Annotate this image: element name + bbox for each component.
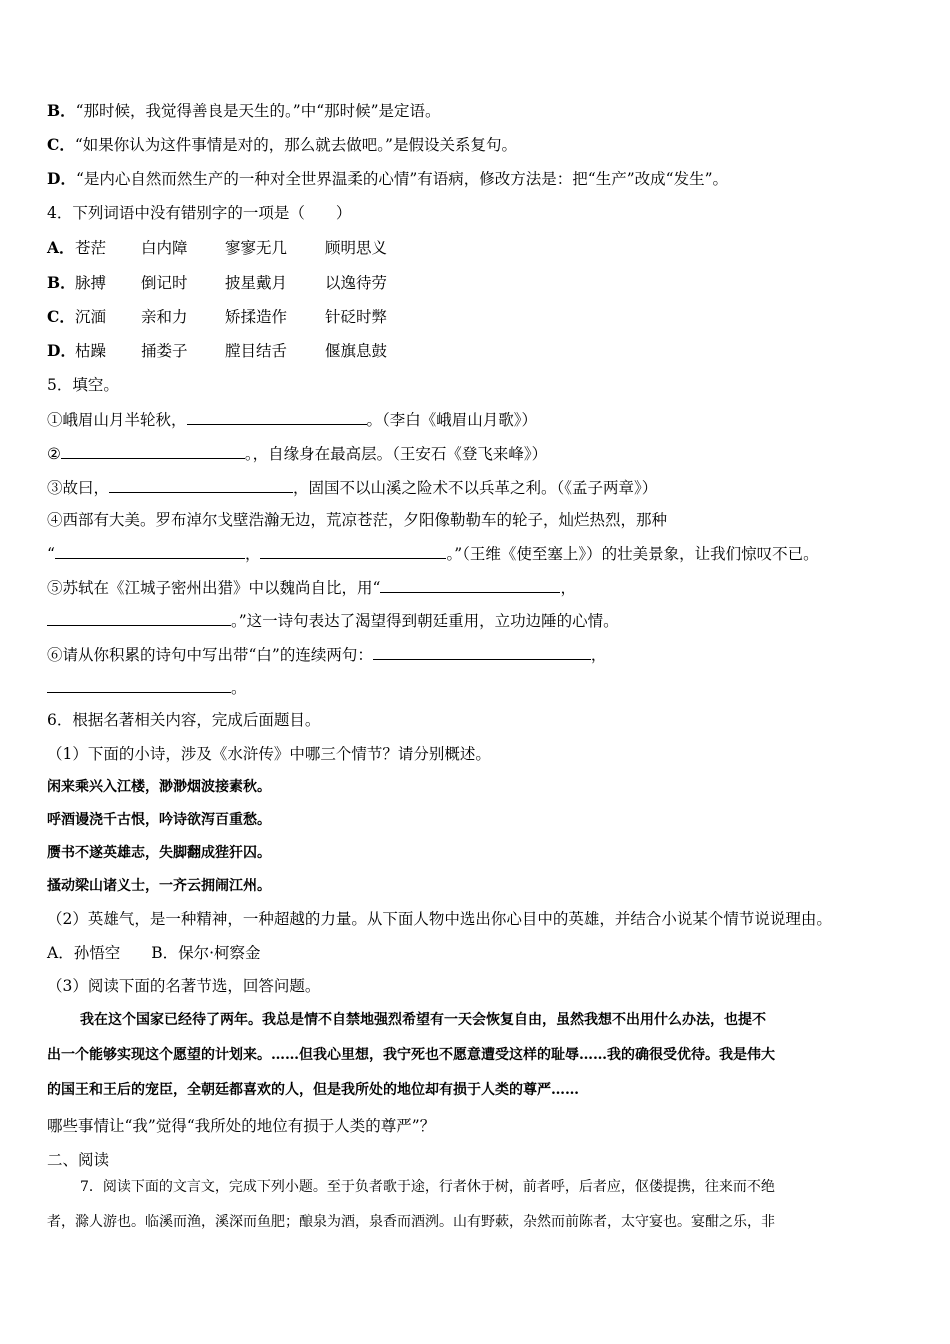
answer-blank[interactable] [61,443,245,459]
q5-item-2: ② 。，自缘身在最高层。（王安石《登飞来峰》） [47,445,548,463]
answer-blank[interactable] [373,644,591,660]
q4-option-b: B．脉搏 倒记时 披星戴月 以逸待劳 [47,273,388,292]
q6-stem: 6．根据名著相关内容，完成后面题目。 [47,711,321,729]
q4-option-a: A．苍茫 白内障 寥寥无几 顾明思义 [47,238,388,257]
q4-stem: 4．下列词语中没有错别字的一项是（ ） [47,204,352,222]
answer-blank[interactable] [380,577,560,593]
poem-line-2: 呼酒谩浇千古恨，吟诗欲泻百重愁。 [47,812,271,828]
answer-blank[interactable] [47,610,231,626]
q6-question: 哪些事情让“我”觉得“我所处的地位有损于人类的尊严”？ [47,1117,436,1135]
q5-item-6-cont: 。 [47,677,247,698]
excerpt-line-3: 的国王和王后的宠臣，全朝廷都喜欢的人，但是我所处的地位却有损于人类的尊严…… [47,1082,579,1098]
excerpt-line-2: 出一个能够实现这个愿望的计划来。……但我心里想，我宁死也不愿意遭受这样的耻辱……我的确很受优待。我是伟大 [47,1047,775,1063]
q5-item-5-cont: 。”这一诗句表达了渴望得到朝廷重用，立功边陲的心情。 [47,610,619,631]
poem-line-3: 赝书不遂英雄志，失脚翻成狴犴囚。 [47,845,271,861]
q5-stem: 5．填空。 [47,376,119,394]
q5-item-1: ①峨眉山月半轮秋， 。（李白《峨眉山月歌》） [47,411,538,429]
excerpt-line-1: 我在这个国家已经待了两年。我总是情不自禁地强烈希望有一天会恢复自由，虽然我想不出用什么办法，也提不 [80,1012,766,1028]
answer-blank[interactable] [260,543,446,559]
q4-option-c: C．沉湎 亲和力 矫揉造作 针砭时弊 [47,307,388,326]
poem-line-4: 搔动梁山诸义士，一齐云拥闹江州。 [47,878,271,894]
q5-item-3: ③故曰， ，固国不以山溪之险术不以兵革之利。（《孟子两章》） [47,479,658,497]
poem-line-1: 闲来乘兴入江楼，渺渺烟波接素秋。 [47,779,271,795]
q3-option-b: B．“那时候，我觉得善良是天生的。”中“那时候”是定语。 [47,101,441,120]
q5-item-4-fill: “ ， 。”（王维《使至塞上》）的壮美景象，让我们惊叹不已。 [47,545,819,563]
q5-item-4-intro: ④西部有大美。罗布淖尔戈壁浩瀚无边，荒凉苍茫，夕阳像勒勒车的轮子，灿烂热烈，那种 [47,511,668,529]
q6-part-2: （2）英雄气，是一种精神，一种超越的力量。从下面人物中选出你心目中的英雄，并结合小说某个情节说说理由。 [47,910,832,928]
q5-item-5: ⑤苏轼在《江城子密州出猎》中以魏尚自比，用“ ， [47,579,576,597]
q5-item-6: ⑥请从你积累的诗句中写出带“白”的连续两句： ， [47,646,607,664]
answer-blank[interactable] [55,543,245,559]
answer-blank[interactable] [47,677,231,693]
q6-part-1: （1）下面的小诗，涉及《水浒传》中哪三个情节？请分别概述。 [47,745,491,763]
q4-option-d: D．枯躁 捅娄子 膛目结舌 偃旗息鼓 [47,341,388,360]
q3-option-c: C．“如果你认为这件事情是对的，那么就去做吧。”是假设关系复句。 [47,135,517,154]
q7-line-2: 者，滁人游也。临溪而渔，溪深而鱼肥；酿泉为酒，泉香而酒洌。山有野蔌，杂然而前陈者，太守宴也。宴酣之乐，非 [47,1214,775,1230]
section-heading: 二、阅读 [47,1151,110,1169]
q6-part-3: （3）阅读下面的名著节选，回答问题。 [47,977,321,995]
q7-line-1: 7．阅读下面的文言文，完成下列小题。至于负者歌于途，行者休于树，前者呼，后者应，伛偻提携，往来而不绝 [80,1179,775,1195]
q3-option-d: D．“是内心自然而然生产的一种对全世界温柔的心情”有语病，修改方法是：把“生产”改成“发生”。 [47,169,729,188]
answer-blank[interactable] [187,409,367,425]
q6-part-2-options: A．孙悟空 B．保尔·柯察金 [47,944,261,962]
answer-blank[interactable] [109,477,293,493]
